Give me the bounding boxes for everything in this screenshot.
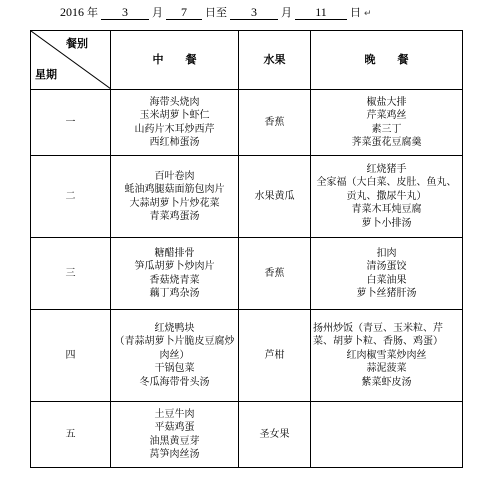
dish: 土豆牛肉 [154, 408, 195, 420]
dish: 笋瓜胡萝卜炒肉片 [134, 261, 215, 272]
lunch-header: 中 餐 [111, 31, 239, 90]
dish: 莴笋肉丝汤 [149, 449, 200, 460]
dish: 糖醋排骨 [154, 247, 195, 259]
dish: 扣肉 [376, 247, 397, 259]
dish: 青菜木耳炖豆腐 [351, 204, 422, 216]
meal-type-label: 餐别 [66, 37, 88, 50]
dish: 荠菜蛋花豆腐羹 [351, 137, 422, 148]
day-to-label: 日至 [205, 6, 227, 19]
dish: 大蒜胡萝卜片炒花菜 [129, 197, 220, 209]
dish: 百叶卷肉 [154, 170, 195, 182]
start-month: 3 [101, 5, 149, 20]
dish: 山药片木耳炒西芹 [134, 123, 215, 135]
table-row [31, 310, 463, 402]
day-cell: 五 [31, 402, 111, 468]
day-cell: 四 [31, 310, 111, 402]
dish: 椒盐大排 [366, 96, 407, 108]
fruit-cell: 香蕉 [239, 90, 311, 156]
lunch-cell [111, 310, 239, 402]
fruit-cell: 圣女果 [239, 402, 311, 468]
dish: 红烧猪手 [366, 163, 407, 175]
end-day: 11 [295, 5, 347, 20]
header-row [31, 31, 463, 90]
dish: 香菇烧青菜 [149, 274, 200, 286]
dish: 扬州炒饭（青豆、玉米粒、芹菜、胡萝卜粒、香肠、鸡蛋） [313, 322, 443, 348]
lunch-cell [111, 156, 239, 238]
end-month-label: 月 [281, 6, 292, 19]
dish: 蚝油鸡腿菇面筋包肉片 [124, 184, 225, 195]
dish: 清汤蛋饺 [366, 261, 407, 272]
end-month: 3 [230, 5, 278, 20]
fruit-cell: 芦柑 [239, 310, 311, 402]
dish: 平菇鸡蛋 [154, 422, 195, 433]
start-month-label: 月 [152, 6, 163, 19]
day-cell: 一 [31, 90, 111, 156]
dinner-cell [311, 90, 463, 156]
end-day-label: 日 [350, 6, 361, 19]
year-label: 年 [87, 6, 98, 19]
table-row [31, 90, 463, 156]
paragraph-mark: ↵ [364, 8, 372, 18]
fruit-header: 水果 [239, 31, 311, 90]
dish: 藕丁鸡杂汤 [149, 288, 200, 299]
day-cell: 二 [31, 156, 111, 238]
dish: 西红柿蛋汤 [149, 137, 200, 148]
dish: 油黑黄豆芽 [149, 435, 200, 447]
year: 2016 [60, 5, 84, 19]
dish: 萝卜小排汤 [361, 217, 412, 229]
dish: 蒜泥菠菜 [366, 363, 407, 375]
table-row [31, 156, 463, 238]
dinner-cell [311, 402, 463, 468]
dish: 青菜鸡蛋汤 [149, 211, 200, 222]
dish: 干锅包菜 [154, 363, 195, 375]
start-day: 7 [166, 5, 202, 20]
dinner-cell [311, 156, 463, 238]
dish: 玉米胡萝卜虾仁 [139, 110, 210, 121]
dinner-cell [311, 310, 463, 402]
lunch-cell [111, 402, 239, 468]
fruit-cell: 水果黄瓜 [239, 156, 311, 238]
table-row [31, 238, 463, 310]
weekly-menu-table [30, 30, 463, 468]
dish: 素三丁 [371, 123, 402, 135]
dish: 芹菜鸡丝 [366, 110, 407, 121]
dish: 全家福（大白菜、皮肚、鱼丸、贡丸、撒尿牛丸） [316, 177, 457, 202]
dish: 萝卜丝猪肝汤 [356, 288, 417, 299]
dish: 白菜油果 [366, 274, 407, 286]
fruit-cell: 香蕉 [239, 238, 311, 310]
date-range-line [60, 4, 372, 20]
table-row [31, 402, 463, 468]
corner-cell [31, 31, 111, 90]
dish: 红烧鸭块 [154, 322, 195, 334]
dish: （青蒜胡萝卜片脆皮豆腐炒肉丝） [114, 336, 235, 361]
lunch-cell [111, 90, 239, 156]
dinner-cell [311, 238, 463, 310]
lunch-cell [111, 238, 239, 310]
dish: 冬瓜海带骨头汤 [139, 376, 210, 388]
dish: 海带头烧肉 [149, 96, 200, 108]
weekday-label: 星期 [35, 67, 57, 81]
dish: 红肉椒雪菜炒肉丝 [346, 349, 427, 361]
day-cell: 三 [31, 238, 111, 310]
dish: 紫菜虾皮汤 [361, 376, 412, 388]
dinner-header: 晚 餐 [311, 31, 463, 90]
